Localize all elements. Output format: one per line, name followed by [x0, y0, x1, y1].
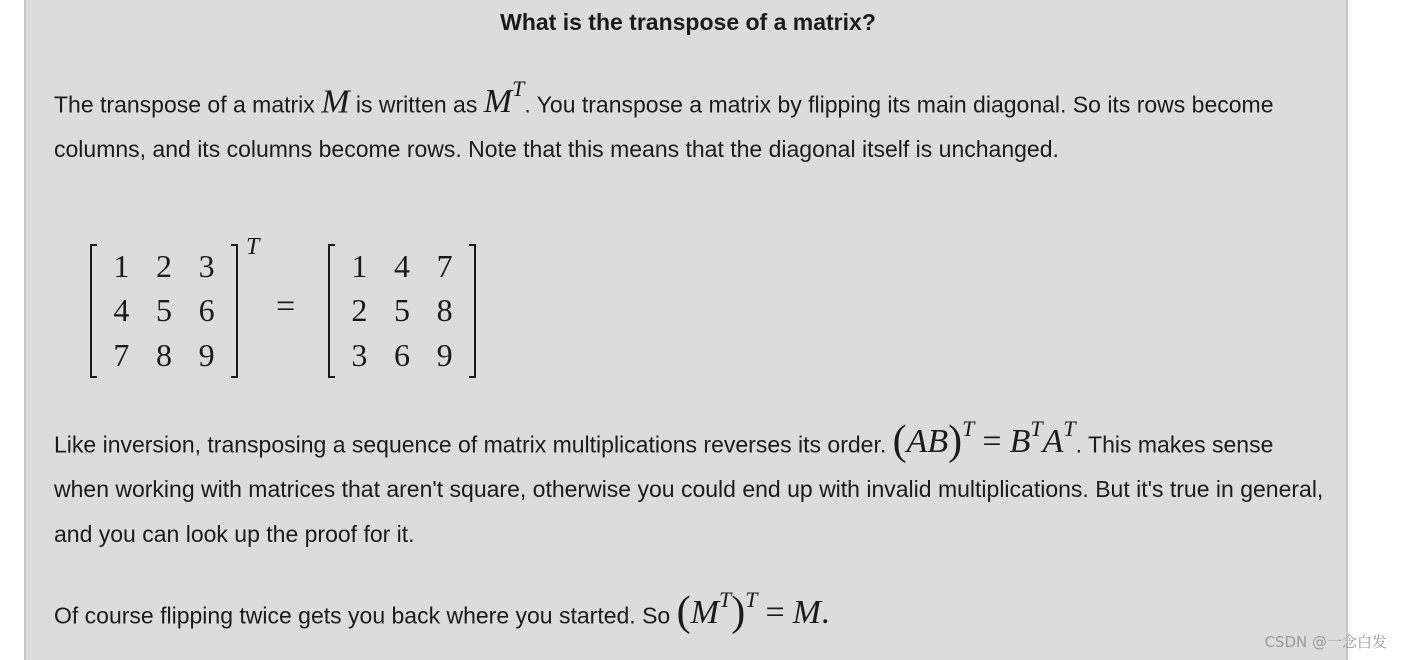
content-panel [24, 0, 1348, 660]
matrix-cell: 8 [155, 337, 172, 374]
math-superscript: T [1030, 416, 1043, 441]
math-superscript: T [1063, 416, 1076, 441]
matrix-cell: 3 [351, 337, 368, 374]
math-period: . [820, 594, 830, 632]
matrix-cell: 7 [436, 247, 453, 284]
matrix-cell: 2 [351, 292, 368, 329]
paragraph-text: . This makes sense when working with matrices that aren't square, otherwise you could end up with invalid multiplications. But it's true in general, and you can look up the proof for it. [54, 431, 1324, 548]
matrix-cell: 5 [393, 292, 410, 329]
right-bracket [469, 244, 476, 378]
matrix-original [90, 244, 238, 378]
math-superscript: T [718, 587, 732, 612]
paragraph-double-transpose [54, 581, 1324, 638]
matrix-cell: 1 [113, 247, 130, 284]
matrix-cell: 1 [351, 247, 368, 284]
equals-sign: = [765, 594, 785, 632]
matrix-cell: 7 [113, 337, 130, 374]
paragraph-text: Like inversion, transposing a sequence of matrix multiplications reverses its order. [54, 431, 893, 458]
matrix-cell: 9 [198, 337, 215, 374]
paren-open: ( [676, 589, 691, 636]
left-bracket [90, 244, 97, 378]
paragraph-text: The transpose of a matrix [54, 91, 322, 118]
right-bracket [231, 244, 238, 378]
paren-close: ) [731, 589, 746, 636]
math-superscript: T [745, 587, 758, 612]
matrix-cell: 3 [198, 247, 215, 284]
math-superscript: T [512, 76, 525, 101]
math-symbol-m: M [321, 83, 350, 121]
equals-sign: = [276, 288, 296, 325]
left-bracket [328, 244, 335, 378]
matrix-cell: 8 [436, 292, 453, 329]
equals-sign: = [982, 423, 1002, 461]
math-b: B [1009, 423, 1031, 461]
math-base: M [483, 83, 513, 121]
math-product-transpose [892, 416, 1076, 465]
paragraph-text: is written as [349, 91, 484, 118]
paragraph-definition [54, 70, 1324, 172]
section-title: What is the transpose of a matrix? [500, 9, 876, 35]
matrix-cell: 6 [393, 337, 410, 374]
watermark: CSDN @一念白发 [1264, 633, 1387, 651]
matrix-cell: 6 [198, 292, 215, 329]
math-a: A [1042, 423, 1064, 461]
math-superscript: T [962, 416, 975, 441]
transpose-example-equation [62, 230, 482, 385]
math-inner: AB [906, 423, 949, 461]
matrix-grid [338, 244, 466, 378]
paren-close: ) [948, 418, 963, 465]
math-base: M [690, 594, 719, 632]
paragraph-text: . You transpose a matrix by flipping its main diagonal. So its rows become columns, and its columns become rows. Note that this means that the diagonal itself is unchanged. [54, 91, 1274, 163]
matrix-cell: 5 [155, 292, 172, 329]
transpose-superscript: T [246, 234, 260, 260]
matrix-cell: 9 [436, 337, 453, 374]
matrix-cell: 4 [393, 247, 410, 284]
paragraph-product-rule [54, 410, 1324, 557]
math-double-transpose [676, 587, 830, 636]
matrix-transposed [328, 244, 476, 378]
math-transpose-notation [483, 76, 525, 121]
math-m: M [792, 594, 821, 632]
matrix-grid [100, 244, 228, 378]
matrix-cell: 4 [113, 292, 130, 329]
paren-open: ( [892, 418, 907, 465]
paragraph-text: Of course flipping twice gets you back where you started. So [54, 602, 677, 629]
matrix-cell: 2 [155, 247, 172, 284]
